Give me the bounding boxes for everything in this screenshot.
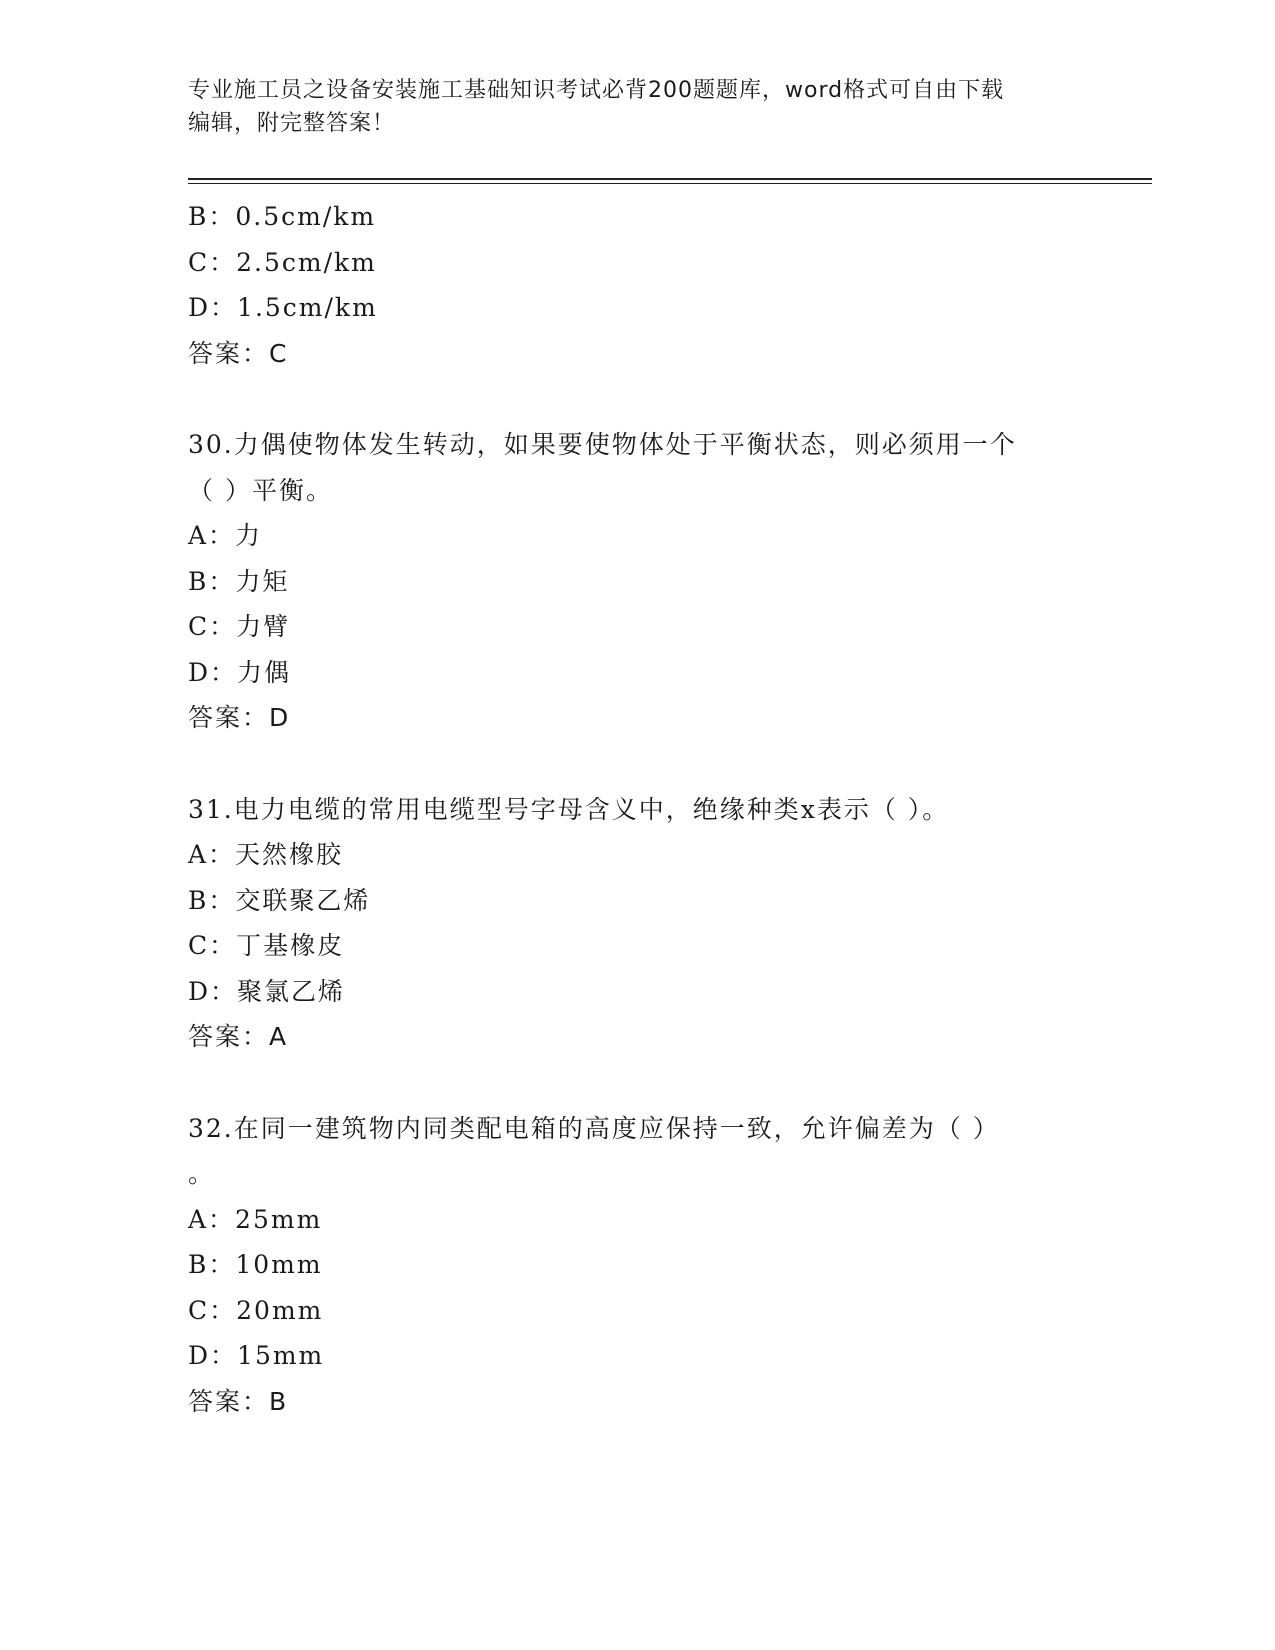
question-text-32: 32.在同一建筑物内同类配电箱的高度应保持一致，允许偏差为（ ） xyxy=(188,1113,1000,1143)
answer-line: 答案：A xyxy=(188,1022,289,1051)
option-d: D：1.5cm/km xyxy=(188,293,378,322)
header-line-2: 编辑，附完整答案！ xyxy=(188,111,396,136)
option-d: D：15mm xyxy=(188,1341,325,1370)
question-list xyxy=(188,194,1088,1424)
option-b: B：交联聚乙烯 xyxy=(188,885,371,915)
answer-line: 答案：D xyxy=(188,703,291,732)
question-text-30-cont: （ ）平衡。 xyxy=(188,475,333,505)
question-text-30: 30.力偶使物体发生转动，如果要使物体处于平衡状态，则必须用一个 xyxy=(188,430,1017,459)
option-d: D：力偶 xyxy=(188,657,292,687)
question-text-31: 31.电力电缆的常用电缆型号字母含义中，绝缘种类x表示（ ）。 xyxy=(188,794,950,824)
header-rule-thick xyxy=(188,178,1152,180)
option-b: B：力矩 xyxy=(188,566,290,596)
option-b: B：0.5cm/km xyxy=(188,202,377,231)
option-c: C：20mm xyxy=(188,1295,324,1325)
option-c: C：2.5cm/km xyxy=(188,247,377,277)
header-line-1: 专业施工员之设备安装施工基础知识考试必背200题题库，word格式可自由下载 xyxy=(188,78,1005,103)
option-d: D：聚氯乙烯 xyxy=(188,976,346,1006)
document-header xyxy=(188,74,1088,140)
option-a: A：力 xyxy=(188,521,263,550)
answer-line: 答案：B xyxy=(188,1386,289,1416)
question-text-32-cont: 。 xyxy=(188,1159,216,1188)
option-c: C：丁基橡皮 xyxy=(188,931,345,960)
option-a: A：25mm xyxy=(188,1204,323,1234)
option-b: B：10mm xyxy=(188,1250,323,1279)
answer-line: 答案：C xyxy=(188,338,289,368)
header-rule-thin xyxy=(188,183,1152,184)
option-c: C：力臂 xyxy=(188,612,291,641)
option-a: A：天然橡胶 xyxy=(188,840,344,869)
